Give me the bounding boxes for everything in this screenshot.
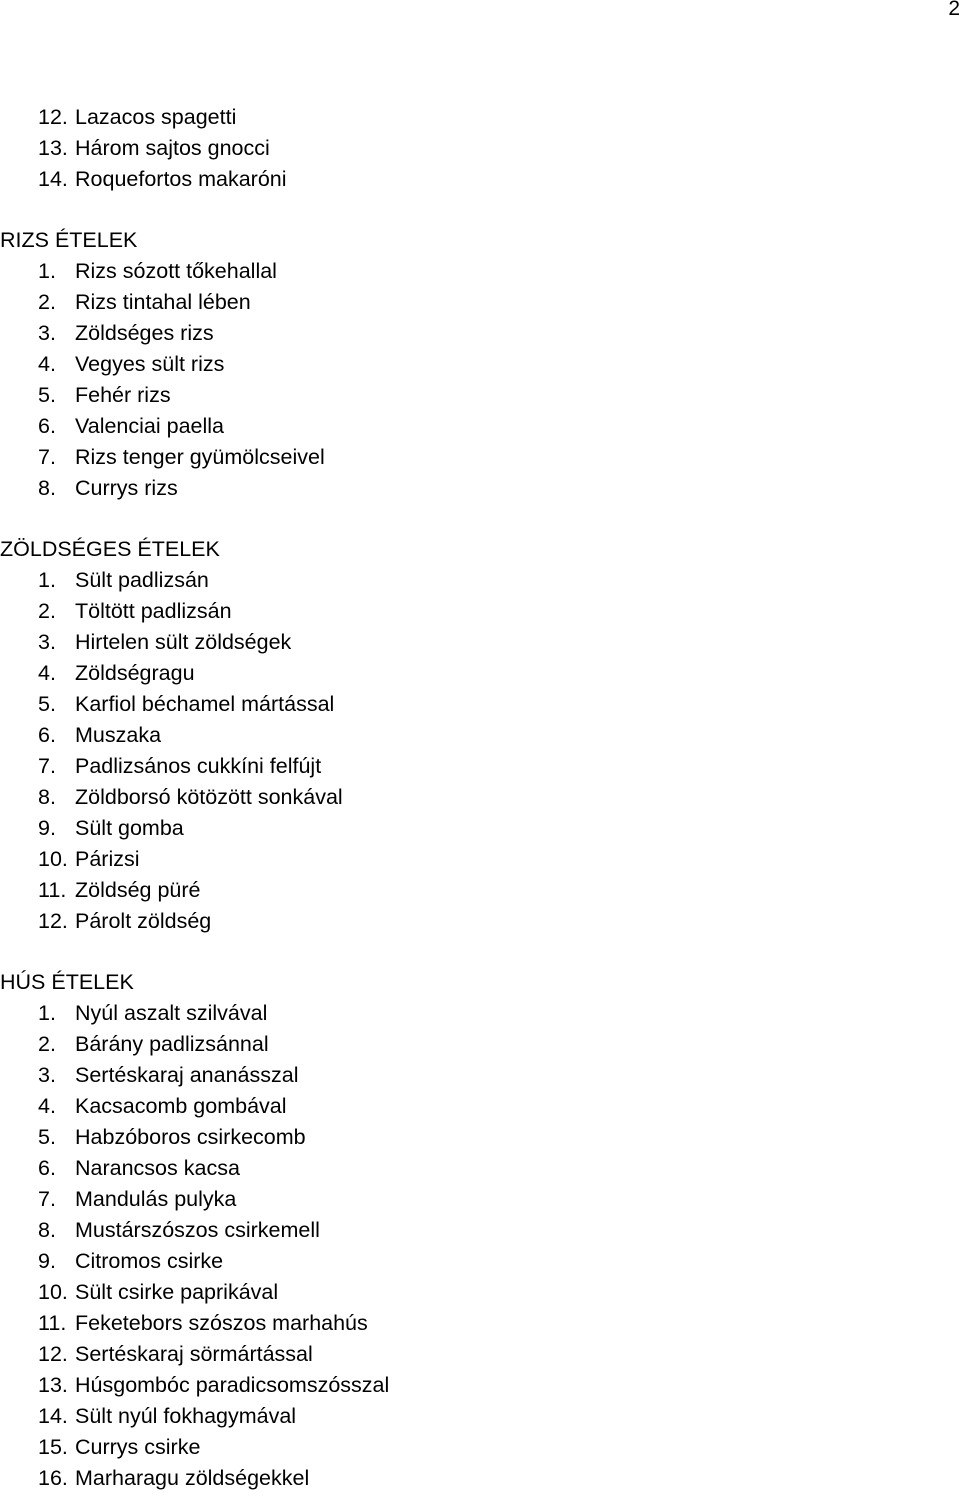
list-item-label: Hirtelen sült zöldségek <box>75 630 292 654</box>
list-item-number: 2. <box>38 599 56 623</box>
list-item-number: 6. <box>38 414 56 438</box>
list-item <box>0 1370 940 1401</box>
section-spacer <box>0 937 940 967</box>
list-item-label: Sertéskaraj sörmártással <box>75 1342 313 1366</box>
list-item <box>0 256 940 287</box>
list-item-number: 9. <box>38 1249 56 1273</box>
list-item <box>0 1277 940 1308</box>
list-item-number: 14. <box>38 167 68 191</box>
list-item-number: 1. <box>38 568 56 592</box>
list-item <box>0 102 940 133</box>
list-item-number: 8. <box>38 476 56 500</box>
list-item <box>0 1432 940 1463</box>
list-item-number: 2. <box>38 1032 56 1056</box>
list-item-number: 11. <box>38 1311 67 1335</box>
list-item <box>0 473 940 504</box>
list-item-label: Mandulás pulyka <box>75 1187 237 1211</box>
list-item-label: Mustárszószos csirkemell <box>75 1218 320 1242</box>
list-item-label: Currys csirke <box>75 1435 201 1459</box>
list-item <box>0 813 940 844</box>
list-item-number: 4. <box>38 352 56 376</box>
list-item-number: 3. <box>38 630 56 654</box>
list-item <box>0 1215 940 1246</box>
list-item-label: Kacsacomb gombával <box>75 1094 287 1118</box>
section-spacer <box>0 195 940 225</box>
list-item-label: Feketebors szószos marhahús <box>75 1311 368 1335</box>
list-item <box>0 1060 940 1091</box>
list-item-label: Sült csirke paprikával <box>75 1280 279 1304</box>
list-item <box>0 442 940 473</box>
list-item-label: Citromos csirke <box>75 1249 224 1273</box>
list-item-number: 4. <box>38 661 56 685</box>
list-item-label: Currys rizs <box>75 476 178 500</box>
list-item <box>0 565 940 596</box>
list-item-number: 12. <box>38 909 68 933</box>
list-item-label: Karfiol béchamel mártással <box>75 692 335 716</box>
list-item-label: Zöldségragu <box>75 661 195 685</box>
list-item-number: 3. <box>38 321 56 345</box>
list-item-number: 12. <box>38 1342 68 1366</box>
list-item-label: Marharagu zöldségekkel <box>75 1466 310 1490</box>
list-item-label: Rizs tintahal lében <box>75 290 251 314</box>
list-item <box>0 380 940 411</box>
list-item-number: 8. <box>38 1218 56 1242</box>
list-item-label: Fehér rizs <box>75 383 171 407</box>
list-item <box>0 1029 940 1060</box>
list-item <box>0 164 940 195</box>
list-item-number: 11. <box>38 878 67 902</box>
list-item-number: 10. <box>38 1280 68 1304</box>
list-item <box>0 1122 940 1153</box>
list-item-number: 13. <box>38 1373 68 1397</box>
list-item-number: 10. <box>38 847 68 871</box>
list-item-label: Zöldborsó kötözött sonkával <box>75 785 343 809</box>
list-item-label: Párolt zöldség <box>75 909 212 933</box>
list-item <box>0 1184 940 1215</box>
list-item-label: Rizs sózott tőkehallal <box>75 259 277 283</box>
list-item-label: Muszaka <box>75 723 162 747</box>
list-item-label: Lazacos spagetti <box>75 105 237 129</box>
list-item-number: 9. <box>38 816 56 840</box>
list-item-number: 15. <box>38 1435 68 1459</box>
list-item <box>0 596 940 627</box>
list-item <box>0 1246 940 1277</box>
list-item-number: 13. <box>38 136 68 160</box>
list-item-label: Húsgombóc paradicsomszósszal <box>75 1373 390 1397</box>
list-item-number: 16. <box>38 1466 68 1490</box>
menu-section <box>0 937 940 1494</box>
page-number: 2 <box>948 0 960 20</box>
section-heading: HÚS ÉTELEK <box>0 970 134 994</box>
list-item <box>0 1153 940 1184</box>
list-item-number: 5. <box>38 383 56 407</box>
list-item-number: 5. <box>38 1125 56 1149</box>
list-item <box>0 1401 940 1432</box>
list-item-number: 6. <box>38 1156 56 1180</box>
list-item <box>0 318 940 349</box>
list-item-number: 5. <box>38 692 56 716</box>
list-item-label: Sertéskaraj ananásszal <box>75 1063 299 1087</box>
list-item-number: 7. <box>38 445 56 469</box>
menu-section <box>0 504 940 937</box>
list-item <box>0 1463 940 1494</box>
list-item <box>0 1091 940 1122</box>
list-item-label: Párizsi <box>75 847 140 871</box>
list-item <box>0 1308 940 1339</box>
list-item-label: Három sajtos gnocci <box>75 136 270 160</box>
list-item-label: Valenciai paella <box>75 414 225 438</box>
menu-document <box>0 102 940 1494</box>
list-item <box>0 782 940 813</box>
list-item-label: Sült padlizsán <box>75 568 209 592</box>
list-item <box>0 411 940 442</box>
list-item-label: Töltött padlizsán <box>75 599 232 623</box>
section-spacer <box>0 504 940 534</box>
list-item-label: Bárány padlizsánnal <box>75 1032 269 1056</box>
list-item-label: Nyúl aszalt szilvával <box>75 1001 268 1025</box>
list-item <box>0 751 940 782</box>
list-item-number: 7. <box>38 1187 56 1211</box>
list-item-number: 7. <box>38 754 56 778</box>
list-item <box>0 906 940 937</box>
list-item-label: Sült nyúl fokhagymával <box>75 1404 297 1428</box>
list-item-label: Padlizsános cukkíni felfújt <box>75 754 322 778</box>
list-item-label: Vegyes sült rizs <box>75 352 225 376</box>
list-item-label: Habzóboros csirkecomb <box>75 1125 306 1149</box>
list-item-label: Narancsos kacsa <box>75 1156 240 1180</box>
section-heading: ZÖLDSÉGES ÉTELEK <box>0 537 220 561</box>
list-item <box>0 844 940 875</box>
list-item <box>0 658 940 689</box>
list-item <box>0 627 940 658</box>
list-item-number: 4. <box>38 1094 56 1118</box>
list-item-number: 8. <box>38 785 56 809</box>
list-item-number: 1. <box>38 259 56 283</box>
list-item-label: Sült gomba <box>75 816 184 840</box>
menu-section <box>0 195 940 504</box>
menu-section <box>0 102 940 195</box>
list-item <box>0 349 940 380</box>
section-heading: RIZS ÉTELEK <box>0 228 138 252</box>
list-item-label: Rizs tenger gyümölcseivel <box>75 445 325 469</box>
list-item-label: Zöldséges rizs <box>75 321 214 345</box>
list-item <box>0 689 940 720</box>
list-item-label: Roquefortos makaróni <box>75 167 287 191</box>
list-item-number: 14. <box>38 1404 68 1428</box>
list-item <box>0 875 940 906</box>
list-item-number: 2. <box>38 290 56 314</box>
list-item-number: 6. <box>38 723 56 747</box>
list-item <box>0 998 940 1029</box>
list-item <box>0 1339 940 1370</box>
list-item-number: 1. <box>38 1001 56 1025</box>
list-item <box>0 287 940 318</box>
list-item-label: Zöldség püré <box>75 878 201 902</box>
list-item <box>0 133 940 164</box>
list-item-number: 3. <box>38 1063 56 1087</box>
list-item-number: 12. <box>38 105 68 129</box>
list-item <box>0 720 940 751</box>
